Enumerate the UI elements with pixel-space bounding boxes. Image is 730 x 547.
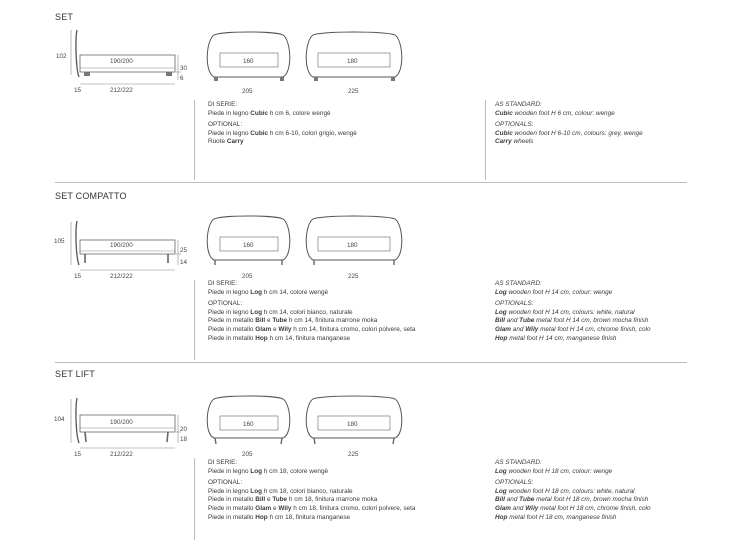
spec-line: Piede in legno Log h cm 14, colori bianco, naturale <box>208 308 353 316</box>
std-title: DI SERIE: <box>208 280 238 287</box>
dim-length: 212/222 <box>110 87 133 94</box>
spec-line: Bill and Tube metal foot H 18 cm, brown mocha finish <box>495 496 649 504</box>
en-specs <box>495 280 651 343</box>
std-title: AS STANDARD: <box>495 101 542 108</box>
spec-line: Glam and Wily metal foot H 18 cm, chrome finish, colo <box>495 504 651 512</box>
height-label: 105 <box>54 238 65 245</box>
opt-title: OPTIONAL: <box>208 300 243 308</box>
plan-inner: 180 <box>347 421 358 428</box>
dim-h2: 14 <box>180 259 188 266</box>
dim-foot: 15 <box>74 87 82 94</box>
spec-line: Piede in metallo Bill e Tube h cm 14, finitura marrone moka <box>208 317 378 325</box>
std-title: DI SERIE: <box>208 459 238 466</box>
spec-line: Log wooden foot H 18 cm, colours: white, natural <box>495 487 635 495</box>
spec-line: Log wooden foot H 14 cm, colour: wenge <box>495 288 613 296</box>
spec-line: Carry wheels <box>495 138 534 146</box>
it-specs <box>208 280 415 343</box>
plan-inner: 160 <box>243 421 254 428</box>
std-title: DI SERIE: <box>208 101 238 108</box>
spec-line: Bill and Tube metal foot H 14 cm, brown mocha finish <box>495 317 649 325</box>
section-divider <box>55 362 687 363</box>
section-title: SET <box>55 12 74 22</box>
spec-line: Piede in metallo Hop h cm 18, finitura manganese <box>208 513 351 521</box>
opt-title: OPTIONALS: <box>495 300 534 308</box>
width-label: 190/200 <box>110 419 133 426</box>
spec-line: Glam and Wily metal foot H 14 cm, chrome finish, colo <box>495 325 651 333</box>
spec-line: Cubic wooden foot H 6-10 cm, colours: grey, wenge <box>495 129 643 137</box>
plan-inner: 180 <box>347 58 358 65</box>
width-label: 190/200 <box>110 242 133 249</box>
dim-foot: 15 <box>74 451 82 458</box>
spec-line: Cubic wooden foot H 6 cm, colour: wenge <box>495 109 615 117</box>
width-label: 190/200 <box>110 58 133 65</box>
spec-line: Piede in metallo Glam e Wily h cm 14, finitura cromo, colori polvere, seta <box>208 325 416 333</box>
en-specs <box>495 101 643 147</box>
it-specs <box>208 459 415 522</box>
plan-outer: 205 <box>242 273 253 280</box>
opt-title: OPTIONALS: <box>495 479 534 487</box>
it-specs <box>208 101 357 147</box>
spec-line: Piede in legno Cubic h cm 6, colore wengè <box>208 109 331 117</box>
dim-h1: 25 <box>180 247 188 254</box>
plan-outer: 225 <box>348 451 359 458</box>
section-set-compatto <box>0 185 730 365</box>
opt-title: OPTIONAL: <box>208 479 243 487</box>
section-divider <box>55 182 687 183</box>
spec-line: Piede in legno Log h cm 18, colore wengè <box>208 467 329 475</box>
plan-inner: 160 <box>243 242 254 249</box>
dim-length: 212/222 <box>110 273 133 280</box>
section-title: SET LIFT <box>55 369 95 379</box>
height-label: 104 <box>54 416 65 423</box>
spec-line: Piede in metallo Hop h cm 14, finitura manganese <box>208 334 351 342</box>
std-title: AS STANDARD: <box>495 459 542 466</box>
dim-h1: 30 <box>180 65 188 72</box>
dim-foot: 15 <box>74 273 82 280</box>
plan-outer: 205 <box>242 88 253 95</box>
spec-line: Hop metal foot H 18 cm, manganese finish <box>495 513 617 521</box>
dim-h1: 20 <box>180 426 188 433</box>
divider <box>485 100 486 180</box>
spec-line: Piede in metallo Glam e Wily h cm 18, finitura cromo, colori polvere, seta <box>208 504 416 512</box>
opt-title: OPTIONALS: <box>495 121 534 129</box>
section-title: SET COMPATTO <box>55 191 127 201</box>
plan-inner: 180 <box>347 242 358 249</box>
opt-title: OPTIONAL: <box>208 121 243 129</box>
divider <box>194 458 195 540</box>
height-label: 102 <box>56 53 67 60</box>
spec-line: Piede in legno Log h cm 18, colori bianco, naturale <box>208 487 353 495</box>
spec-line: Ruote Carry <box>208 138 244 146</box>
spec-line: Log wooden foot H 18 cm, colour: wenge <box>495 467 613 475</box>
en-specs <box>495 459 651 522</box>
plan-outer: 225 <box>348 273 359 280</box>
divider <box>194 280 195 360</box>
divider <box>194 100 195 180</box>
spec-line: Log wooden foot H 14 cm, colours: white, natural <box>495 308 635 316</box>
plan-outer: 205 <box>242 451 253 458</box>
spec-line: Piede in legno Cubic h cm 6-10, colori grigio, wengè <box>208 129 357 137</box>
section-set <box>0 0 730 185</box>
dim-h2: 6 <box>180 75 184 82</box>
std-title: AS STANDARD: <box>495 280 542 287</box>
plan-inner: 160 <box>243 58 254 65</box>
spec-line: Piede in legno Log h cm 14, colore wengè <box>208 288 329 296</box>
spec-line: Piede in metallo Bill e Tube h cm 18, finitura marrone moka <box>208 496 378 504</box>
dim-h2: 18 <box>180 436 188 443</box>
dim-length: 212/222 <box>110 451 133 458</box>
spec-line: Hop metal foot H 14 cm, manganese finish <box>495 334 617 342</box>
plan-outer: 225 <box>348 88 359 95</box>
section-set-lift <box>0 365 730 547</box>
